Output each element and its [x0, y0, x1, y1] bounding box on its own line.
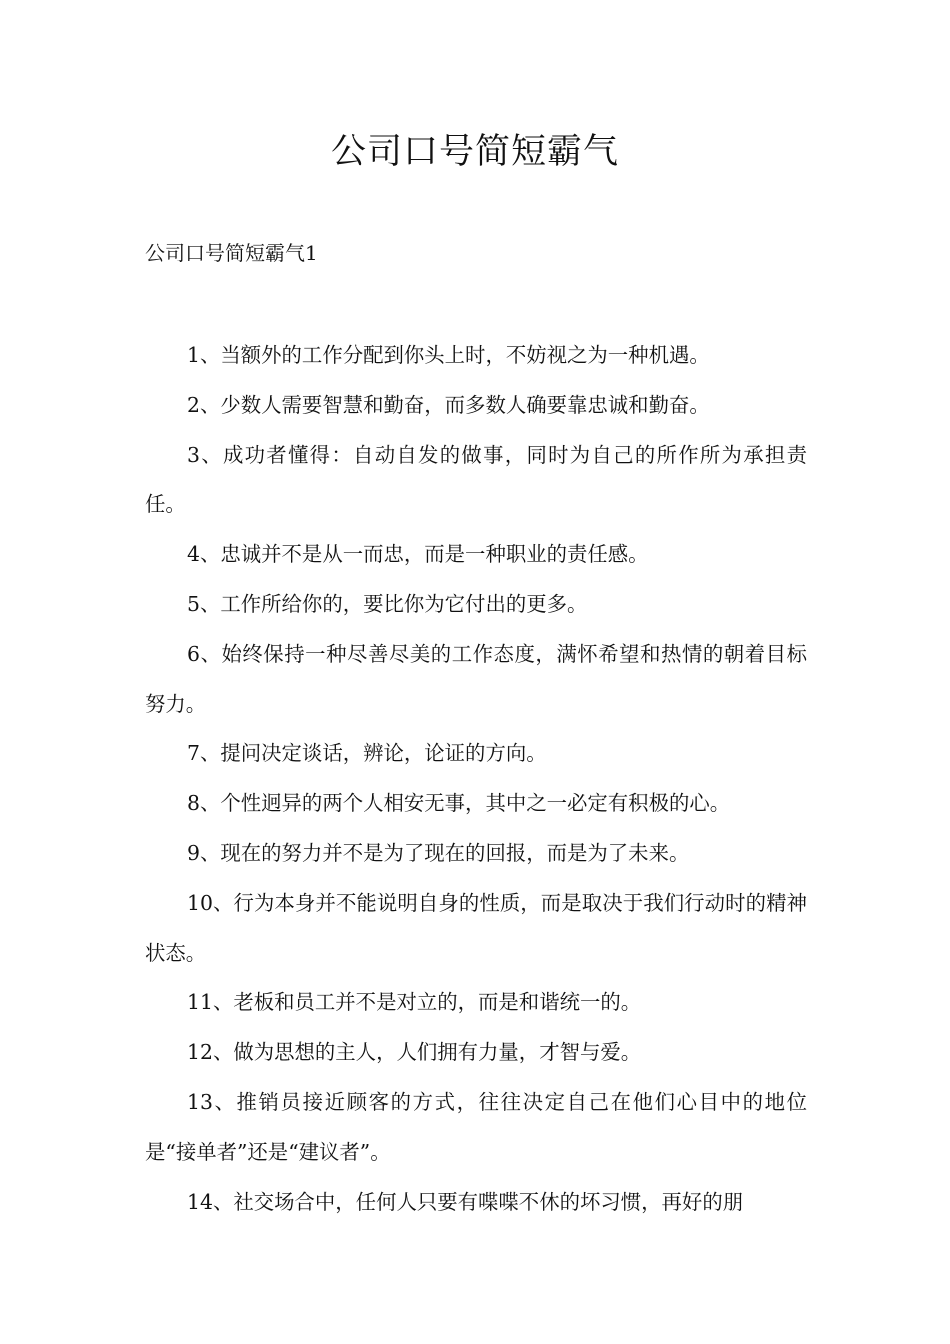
list-item: 13、推销员接近顾客的方式，往往决定自己在他们心目中的地位是“接单者”还是“建议者”。	[145, 1089, 807, 1164]
list-item: 8、个性迥异的两个人相安无事，其中之一必定有积极的心。	[187, 791, 731, 816]
list-item: 1、当额外的工作分配到你头上时，不妨视之为一种机遇。	[187, 343, 710, 367]
list-item: 4、忠诚并不是从一而忠，而是一种职业的责任感。	[187, 542, 649, 567]
list-item: 6、始终保持一种尽善尽美的工作态度，满怀希望和热情的朝着目标努力。	[145, 641, 807, 716]
list-item: 5、工作所给你的，要比你为它付出的更多。	[187, 591, 588, 616]
document-body	[145, 331, 807, 1227]
list-item: 12、做为思想的主人，人们拥有力量，才智与爱。	[187, 1040, 642, 1065]
list-item: 3、成功者懂得：自动自发的做事，同时为自己的所作所为承担责任。	[145, 442, 807, 517]
document-title: 公司口号简短霸气	[330, 132, 619, 172]
list-item: 14、社交场合中，任何人只要有喋喋不休的坏习惯，再好的朋	[187, 1189, 744, 1214]
list-item: 10、行为本身并不能说明自身的性质，而是取决于我们行动时的精神状态。	[145, 890, 807, 965]
list-item: 11、老板和员工并不是对立的，而是和谐统一的。	[187, 990, 642, 1015]
list-item: 9、现在的努力并不是为了现在的回报，而是为了未来。	[187, 840, 690, 865]
list-item: 7、提问决定谈话，辨论，论证的方向。	[187, 741, 547, 766]
list-item: 2、少数人需要智慧和勤奋，而多数人确要靠忠诚和勤奋。	[187, 392, 710, 417]
section-heading: 公司口号简短霸气1	[145, 241, 318, 265]
